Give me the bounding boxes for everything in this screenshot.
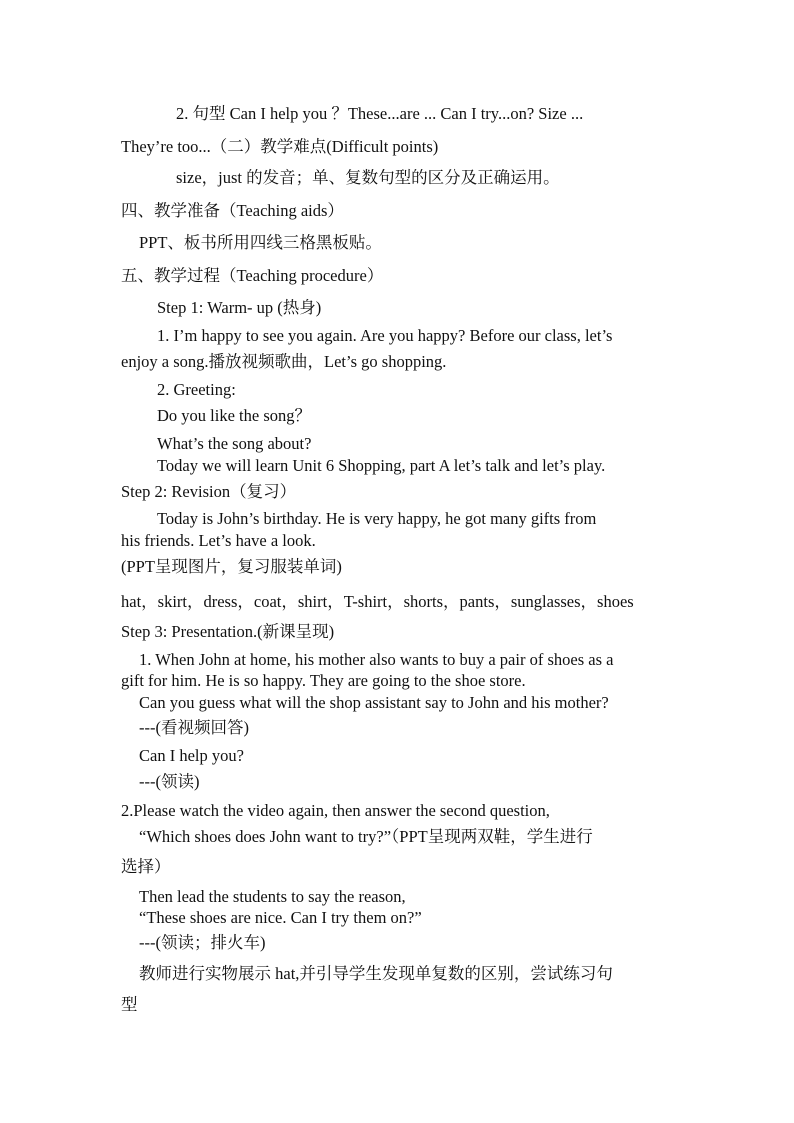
step-3-text-14: 型 bbox=[121, 995, 138, 1014]
step-1-text-2: enjoy a song.播放视频歌曲，Let’s go shopping. bbox=[121, 352, 447, 371]
step-3-text-7: 2.Please watch the video again, then answer the second question, bbox=[121, 801, 550, 820]
text-line-difficult-1: 2. 句型 Can I help you ？These...are ... Can I try...on? Size ... bbox=[176, 104, 584, 123]
heading-teaching-procedure: 五、教学过程（Teaching procedure） bbox=[121, 266, 384, 285]
step-3-text-1: 1. When John at home, his mother also wants to buy a pair of shoes as a bbox=[139, 650, 614, 669]
step-3-text-6: ---(领读) bbox=[139, 772, 200, 791]
step-1-text-3: 2. Greeting: bbox=[157, 380, 236, 399]
step-1-heading: Step 1: Warm- up (热身) bbox=[157, 298, 322, 317]
step-2-heading: Step 2: Revision（复习） bbox=[121, 482, 297, 501]
step-3-text-8: “Which shoes does John want to try?”（PPT呈现两双鞋，学生进行 bbox=[139, 827, 593, 846]
step-3-text-2: gift for him. He is so happy. They are going to the shoe store. bbox=[121, 671, 526, 690]
vocabulary-line: hat，skirt，dress，coat，shirt，T-shirt，shorts，pants，sunglasses，shoes bbox=[121, 592, 634, 611]
step-2-text-3: (PPT呈现图片，复习服装单词) bbox=[121, 557, 342, 576]
step-3-text-13: 教师进行实物展示 hat,并引导学生发现单复数的区别，尝试练习句 bbox=[139, 964, 613, 983]
step-3-text-5: Can I help you? bbox=[139, 746, 244, 765]
text-line-difficult-2: They’re too...（二）教学难点(Difficult points) bbox=[121, 137, 439, 156]
step-1-text-5: What’s the song about? bbox=[157, 434, 312, 453]
step-3-text-3: Can you guess what will the shop assistant say to John and his mother? bbox=[139, 693, 609, 712]
step-1-text-6: Today we will learn Unit 6 Shopping, part A let’s talk and let’s play. bbox=[157, 456, 606, 475]
step-1-text-1: 1. I’m happy to see you again. Are you happy? Before our class, let’s bbox=[157, 326, 613, 345]
step-1-text-4: Do you like the song？ bbox=[157, 406, 311, 425]
step-2-text-1: Today is John’s birthday. He is very happy, he got many gifts from bbox=[157, 509, 597, 528]
step-3-text-12: ---(领读；排火车) bbox=[139, 933, 266, 952]
step-3-text-4: ---(看视频回答) bbox=[139, 718, 249, 737]
text-line-difficult-3: size，just 的发音；单、复数句型的区分及正确运用。 bbox=[176, 168, 560, 187]
step-3-text-9: 选择） bbox=[121, 857, 171, 876]
step-3-text-11: “These shoes are nice. Can I try them on?” bbox=[139, 908, 422, 927]
step-2-text-2: his friends. Let’s have a look. bbox=[121, 531, 316, 550]
text-line-aids: PPT、板书所用四线三格黑板贴。 bbox=[139, 233, 382, 252]
step-3-heading: Step 3: Presentation.(新课呈现) bbox=[121, 622, 335, 641]
heading-teaching-aids: 四、教学准备（Teaching aids） bbox=[121, 201, 344, 220]
step-3-text-10: Then lead the students to say the reason, bbox=[139, 887, 406, 906]
